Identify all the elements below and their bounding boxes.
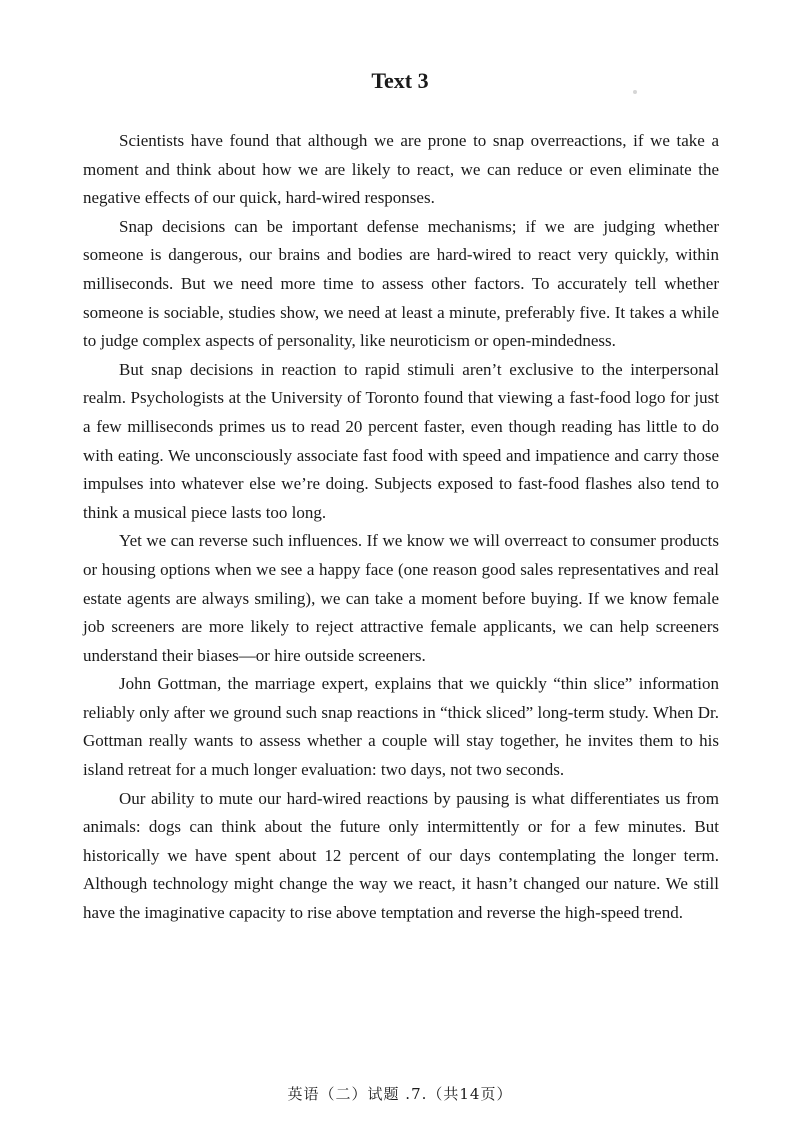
paragraph-1: Scientists have found that although we are prone to snap overreactions, if we take a moment and think about how we are likely to react, we can reduce or even eliminate the negative effects of our quick, hard-wired responses. — [83, 131, 719, 208]
paragraph-6: Our ability to mute our hard-wired reactions by pausing is what differentiates us from animals: dogs can think about the future only intermittently or for a few minutes. But historically we have spent about 12 percent of our days contemplating the longer term. Although technology might change the way we react, it hasn’t changed our nature. We still have the imaginative capacity to rise above temptation and reverse the high-speed trend. — [83, 788, 719, 923]
page-footer: 英语（二）试题 .7.（共14页） — [287, 1085, 513, 1103]
article-body — [83, 127, 719, 928]
scan-speck — [633, 90, 637, 94]
page-title: Text 3 — [371, 68, 429, 93]
paragraph-3: But snap decisions in reaction to rapid stimuli aren’t exclusive to the interpersonal realm. Psychologists at the University of Toronto found that viewing a fast-food logo for just a few milliseconds primes us to read 20 percent faster, even though reading has little to do with eating. We unconsciously associate fast food with speed and impatience and carry those impulses into whatever else we’re doing. Subjects exposed to fast-food flashes also tend to think a musical piece lasts too long. — [83, 359, 719, 522]
paragraph-5: John Gottman, the marriage expert, explains that we quickly “thin slice” information reliably only after we ground such snap reactions in “thick sliced” long-term study. When Dr. Gottman really wants to assess whether a couple will stay together, he invites them to his island retreat for a much longer evaluation: two days, not two seconds. — [83, 674, 719, 780]
paragraph-4: Yet we can reverse such influences. If we know we will overreact to consumer products or housing options when we see a happy face (one reason good sales representatives and real estate agents are always smiling), we can take a moment before buying. If we know female job screeners are more likely to reject attractive female applicants, we can help screeners understand their biases—or hire outside screeners. — [83, 531, 719, 665]
paragraph-2: Snap decisions can be important defense mechanisms; if we are judging whether someone is dangerous, our brains and bodies are hard-wired to react very quickly, within milliseconds. But we need more time to assess other factors. To accurately tell whether someone is sociable, studies show, we need at least a minute, preferably five. It takes a while to judge complex aspects of personality, like neuroticism or open-mindedness. — [83, 216, 719, 351]
